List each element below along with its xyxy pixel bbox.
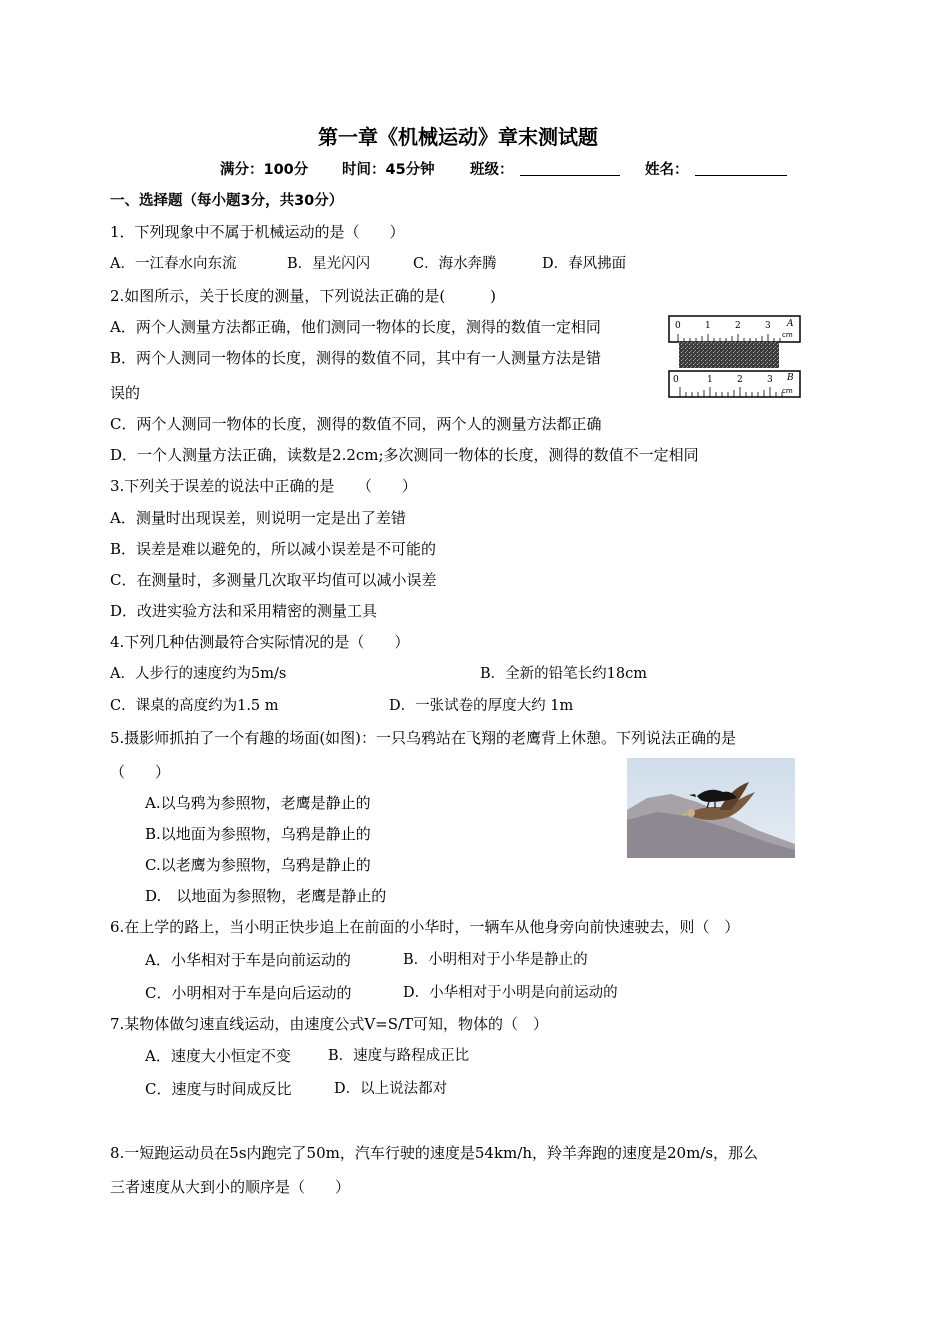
full-score: 满分：100分 bbox=[220, 162, 309, 178]
ruler-b-tick-3: 3 bbox=[767, 375, 773, 385]
crow-on-eagle-photo bbox=[627, 758, 795, 858]
q6-option-a: A．小华相对于车是向前运动的 bbox=[145, 951, 351, 969]
name-field[interactable] bbox=[695, 160, 787, 181]
q3-option-a: A．测量时出现误差，则说明一定是出了差错 bbox=[110, 509, 406, 527]
q3-option-c: C．在测量时，多测量几次取平均值可以减小误差 bbox=[110, 571, 437, 589]
q2-option-b: B．两个人测同一物体的长度，测得的数值不同，其中有一人测量方法是错 bbox=[110, 349, 602, 367]
ruler-a-tick-0: 0 bbox=[675, 321, 681, 331]
q6-stem: 6.在上学的路上，当小明正快步追上在前面的小华时，一辆车从他身旁向前快速驶去，则（ ） bbox=[110, 918, 740, 936]
q5-option-a: A.以乌鸦为参照物，老鹰是静止的 bbox=[145, 794, 371, 812]
q4-option-c: C．课桌的高度约为1.5 m bbox=[110, 698, 279, 714]
measured-object bbox=[679, 342, 779, 368]
q1-option-a: A．一江春水向东流 bbox=[110, 256, 237, 272]
q8-stem: 8.一短跑运动员在5s内跑完了50m，汽车行驶的速度是54km/h，羚羊奔跑的速度是20m/s，那么 bbox=[110, 1144, 759, 1162]
ruler-b-tick-2: 2 bbox=[737, 375, 743, 385]
q6-option-c: C．小明相对于车是向后运动的 bbox=[145, 984, 352, 1002]
q7-option-d: D．以上说法都对 bbox=[334, 1081, 448, 1097]
q7-option-c: C．速度与时间成反比 bbox=[145, 1080, 292, 1098]
page-title: 第一章《机械运动》章末测试题 bbox=[318, 125, 598, 149]
q5-paren: （ ） bbox=[110, 763, 171, 781]
time-limit: 时间：45分钟 bbox=[342, 162, 435, 178]
q6-option-b: B．小明相对于小华是静止的 bbox=[403, 952, 588, 968]
section-heading: 一、选择题（每小题3分，共30分） bbox=[110, 193, 344, 209]
q2-option-a: A．两个人测量方法都正确，他们测同一物体的长度，测得的数值一定相同 bbox=[110, 318, 601, 336]
q6-option-d: D．小华相对于小明是向前运动的 bbox=[403, 985, 618, 1001]
q7-option-a: A．速度大小恒定不变 bbox=[145, 1047, 291, 1065]
q5-option-d: D. 以地面为参照物，老鹰是静止的 bbox=[145, 887, 387, 905]
ruler-b-label: B bbox=[787, 373, 794, 383]
q1-option-c: C．海水奔腾 bbox=[413, 256, 497, 272]
ruler-b-unit: cm bbox=[782, 387, 793, 395]
ruler-b-tick-0: 0 bbox=[673, 375, 679, 385]
q4-stem: 4.下列几种估测最符合实际情况的是（ ） bbox=[110, 633, 410, 651]
ruler-b-tick-1: 1 bbox=[707, 375, 713, 385]
name-label: 姓名： bbox=[645, 162, 689, 178]
q5-option-b: B.以地面为参照物，乌鸦是静止的 bbox=[145, 825, 371, 843]
ruler-a-label: A bbox=[787, 319, 794, 329]
ruler-a-tick-2: 2 bbox=[735, 321, 741, 331]
q8-stem-cont: 三者速度从大到小的顺序是（ ） bbox=[110, 1178, 351, 1196]
q4-option-d: D．一张试卷的厚度大约 1m bbox=[389, 698, 574, 714]
class-label: 班级： bbox=[470, 162, 514, 178]
q1-stem: 1．下列现象中不属于机械运动的是（ ） bbox=[110, 223, 405, 241]
ruler-a-tick-3: 3 bbox=[765, 321, 771, 331]
q3-stem: 3.下列关于误差的说法中正确的是 （ ） bbox=[110, 477, 417, 495]
q2-option-d: D．一个人测量方法正确，读数是2.2cm;多次测同一物体的长度，测得的数值不一定相同 bbox=[110, 446, 699, 464]
q3-option-b: B．误差是难以避免的，所以减小误差是不可能的 bbox=[110, 540, 437, 558]
ruler-a bbox=[668, 315, 801, 343]
q3-option-d: D．改进实验方法和采用精密的测量工具 bbox=[110, 602, 378, 620]
q2-option-b-cont: 误的 bbox=[110, 384, 141, 402]
q7-option-b: B．速度与路程成正比 bbox=[328, 1048, 470, 1064]
q4-option-a: A．人步行的速度约为5m/s bbox=[110, 666, 287, 682]
class-field[interactable] bbox=[520, 160, 620, 181]
q2-option-c: C．两个人测同一物体的长度，测得的数值不同，两个人的测量方法都正确 bbox=[110, 415, 602, 433]
q5-stem: 5.摄影师抓拍了一个有趣的场面(如图)：一只乌鸦站在飞翔的老鹰背上休憩。下列说法正确的是 bbox=[110, 729, 737, 747]
q4-option-b: B．全新的铅笔长约18cm bbox=[480, 666, 647, 682]
ruler-a-tick-1: 1 bbox=[705, 321, 711, 331]
ruler-a-unit: cm bbox=[782, 331, 793, 339]
q7-stem: 7.某物体做匀速直线运动，由速度公式V=S/T可知，物体的（ ） bbox=[110, 1015, 549, 1033]
q5-option-c: C.以老鹰为参照物，乌鸦是静止的 bbox=[145, 856, 371, 874]
ruler-b bbox=[668, 370, 801, 398]
q1-option-b: B．星光闪闪 bbox=[287, 256, 371, 272]
q1-option-d: D．春风拂面 bbox=[542, 256, 627, 272]
q2-stem: 2.如图所示，关于长度的测量，下列说法正确的是( ) bbox=[110, 287, 497, 305]
